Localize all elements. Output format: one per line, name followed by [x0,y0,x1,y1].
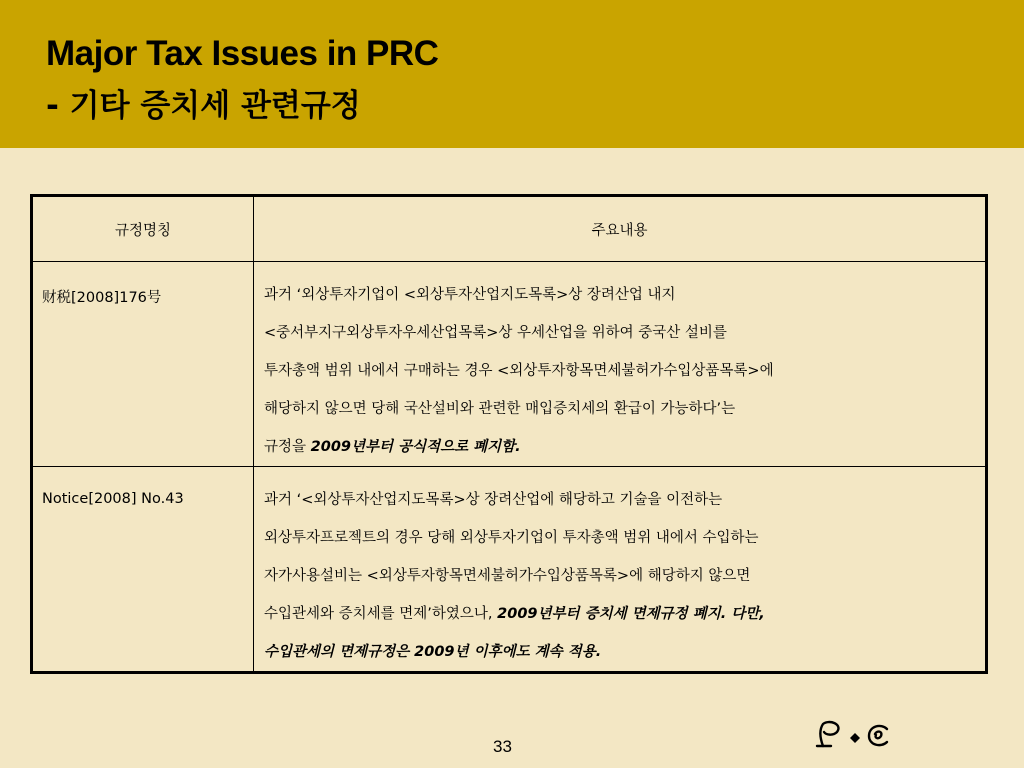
pwc-logo-icon [815,720,895,754]
content-line: 규정을 2009년부터 공식적으로 폐지함. [264,439,521,455]
content-line [264,633,981,671]
content-line: 해당하지 않으면 당해 국산설비와 관련한 매입증치세의 환급이 가능하다’는 [264,401,736,417]
slide-subtitle: - 기타 증치세 관련규정 [46,88,361,124]
page-number: 33 [493,737,512,756]
regulations-table [30,194,988,674]
content-line: <중서부지구외상투자우세산업목록>상 우세산업을 위하여 중국산 설비를 [264,325,727,341]
table-header-row [32,196,987,262]
table-row [32,262,987,467]
content-line: 과거 ‘<외상투자산업지도목록>상 장려산업에 해당하고 기술을 이전하는 [264,492,723,508]
slide-title: Major Tax Issues in PRC [46,34,439,73]
content-line: 과거 ‘외상투자기업이 <외상투자산업지도목록>상 장려산업 내지 [264,287,676,303]
regulation-content-cell [254,262,987,467]
content-line: 외상투자프로젝트의 경우 당해 외상투자기업이 투자총액 범위 내에서 수입하는 [264,530,759,546]
column-header-regulation-name: 규정명칭 [32,196,254,262]
content-line: 수입관세와 증치세를 면제’하였으나, 2009년부터 증치세 면제규정 폐지. 다만, [264,606,765,622]
title-band [0,0,1024,148]
regulation-name-cell: 财税[2008]176号 [32,262,254,467]
emphasized-text: 2009년부터 공식적으로 폐지함. [310,439,521,455]
table-row [32,467,987,673]
emphasized-text: 2009년부터 증치세 면제규정 폐지. 다만, [497,606,765,622]
regulation-content-cell [254,467,987,673]
content-line: 투자총액 범위 내에서 구매하는 경우 <외상투자항목면세불허가수입상품목록>에 [264,363,774,379]
regulation-name-cell: Notice[2008] No.43 [32,467,254,673]
emphasized-text: 수입관세의 면제규정은 2009년 이후에도 계속 적용. [264,644,602,660]
content-line: 자가사용설비는 <외상투자항목면세불허가수입상품목록>에 해당하지 않으면 [264,568,751,584]
column-header-main-content: 주요내용 [254,196,987,262]
